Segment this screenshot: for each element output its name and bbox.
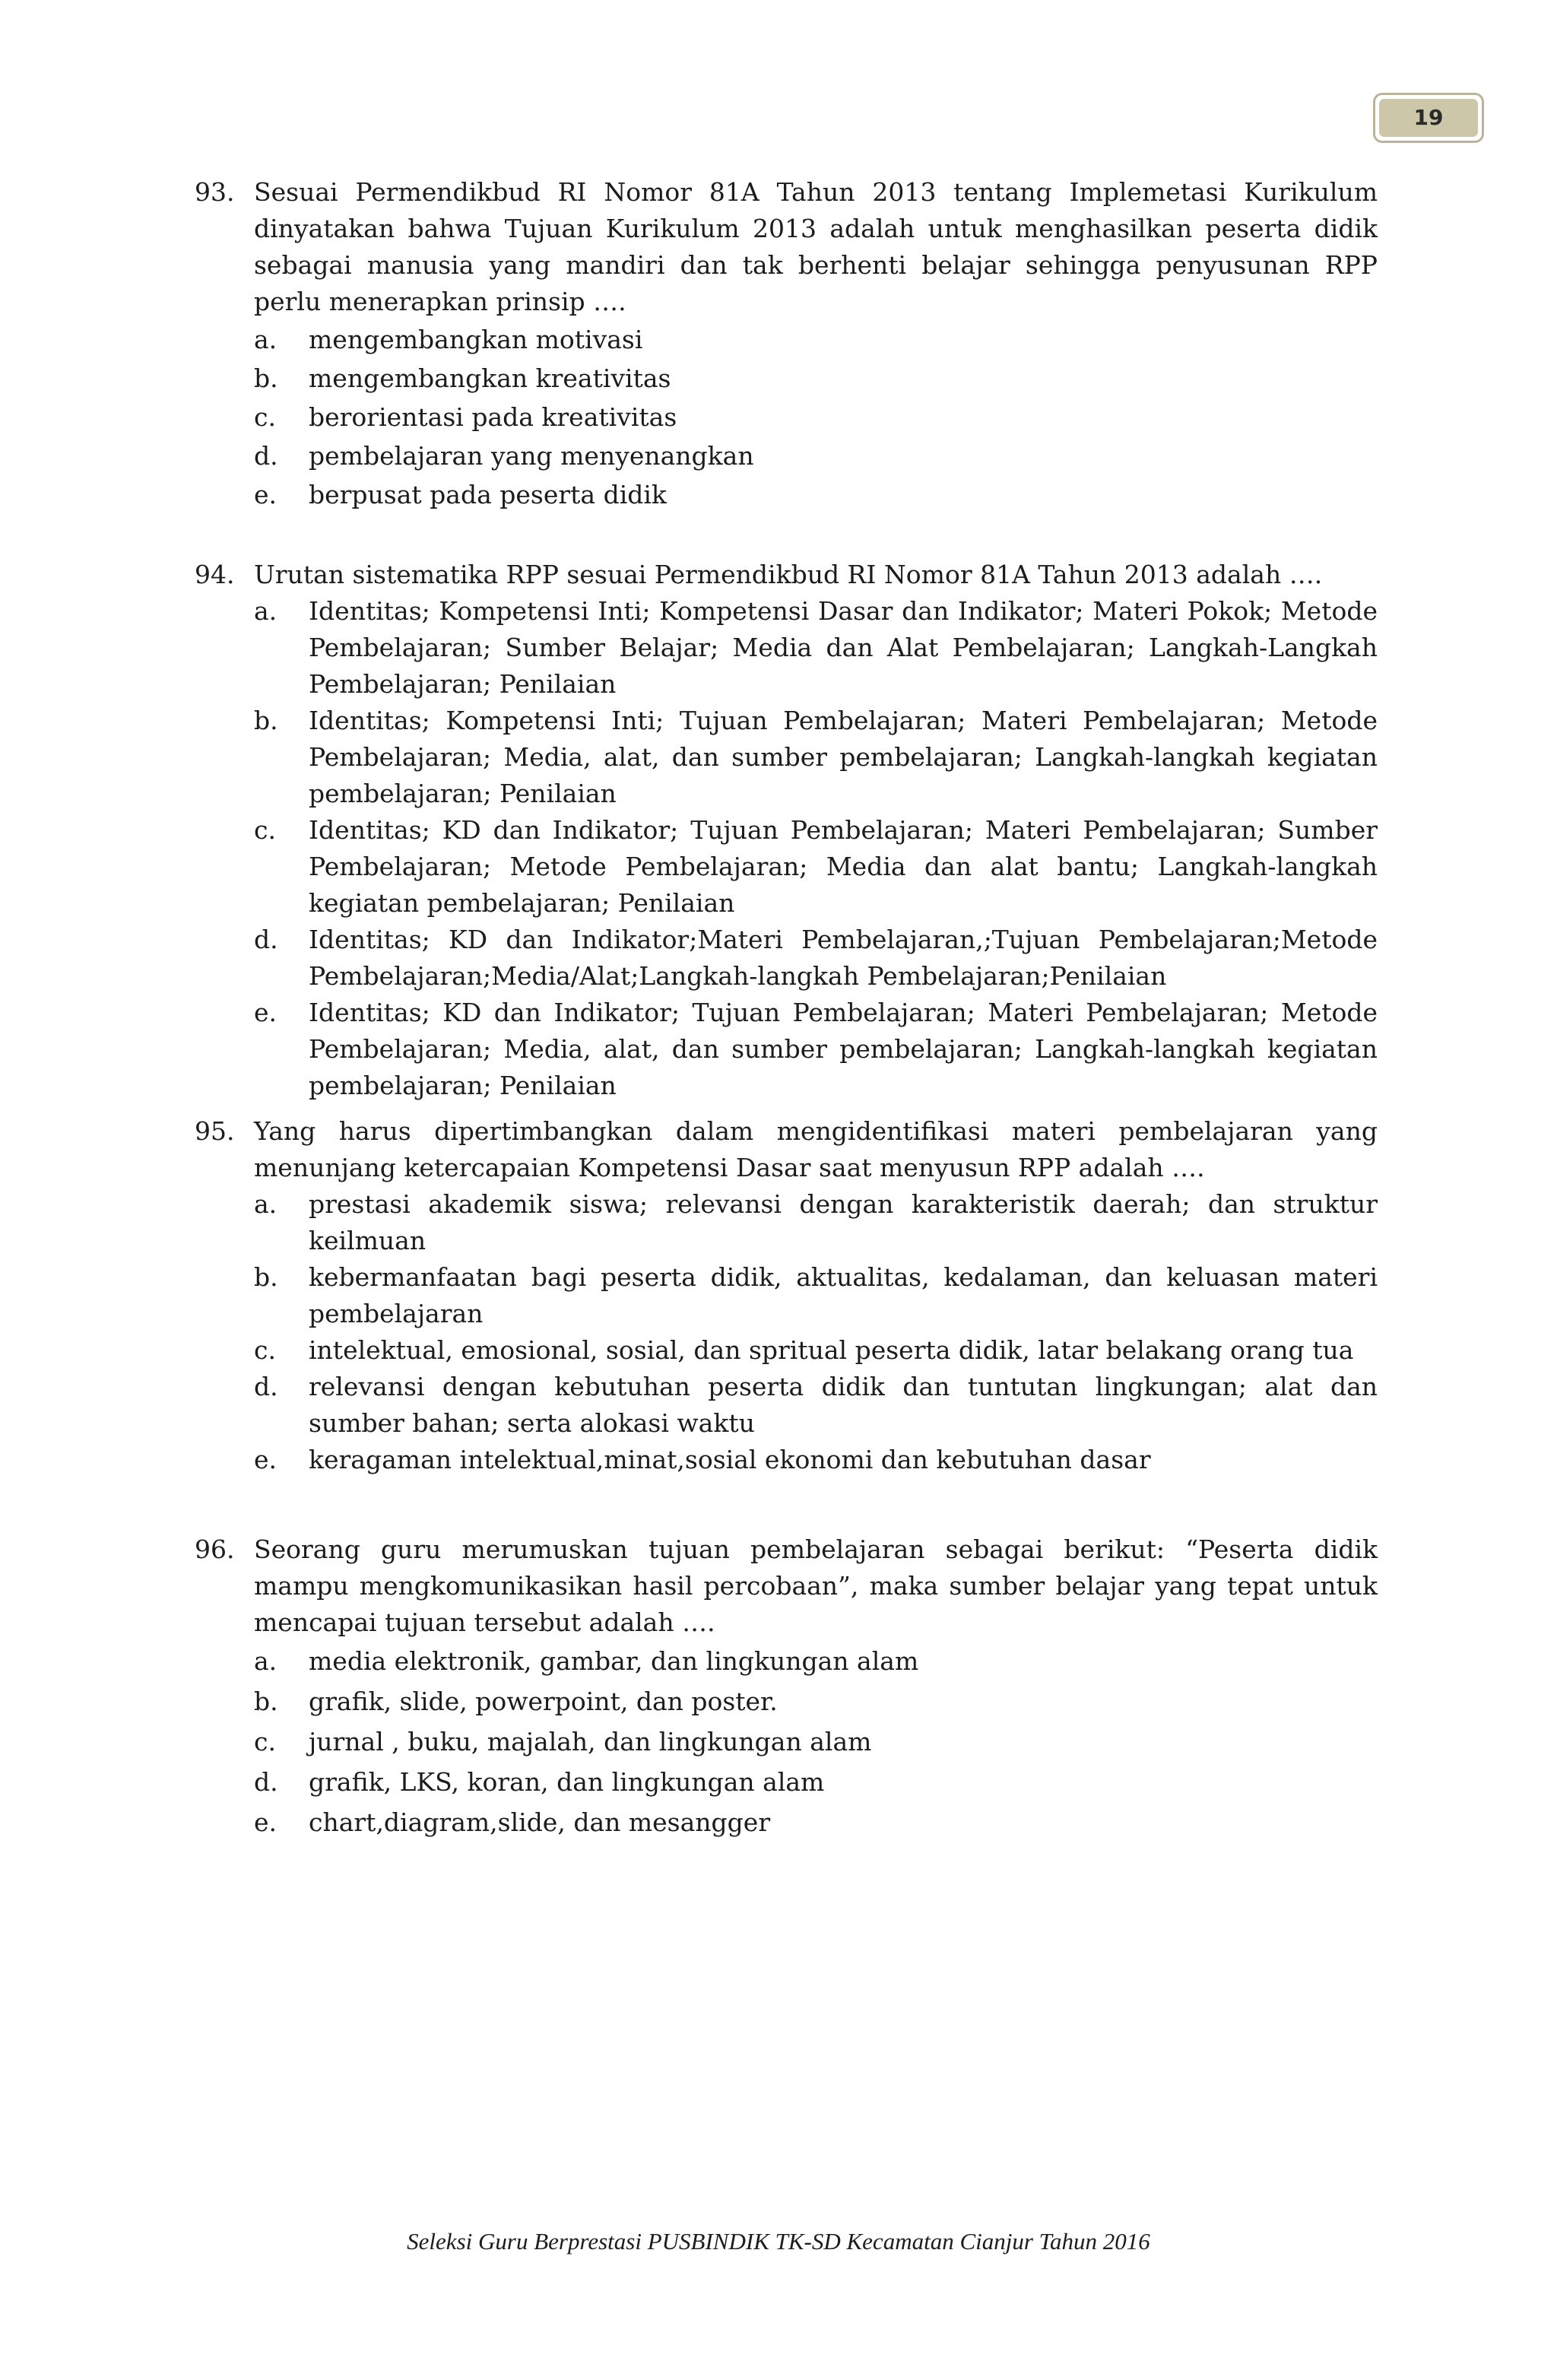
- option-letter: e.: [254, 1445, 277, 1474]
- option-c: [254, 1332, 1378, 1369]
- option-text: pembelajaran yang menyenangkan: [309, 441, 754, 471]
- option-e: [254, 475, 1378, 514]
- option-c: [254, 812, 1378, 922]
- option-text: intelektual, emosional, sosial, dan spritual peserta didik, latar belakang orang tua: [309, 1335, 1354, 1365]
- option-letter: c.: [254, 1727, 276, 1756]
- option-a: [254, 320, 1378, 359]
- question-number: 93.: [195, 177, 235, 207]
- option-text: grafik, LKS, koran, dan lingkungan alam: [309, 1767, 825, 1797]
- options-list: [254, 1186, 1378, 1478]
- option-text: chart,diagram,slide, dan mesangger: [309, 1807, 771, 1837]
- question-93: [195, 174, 1378, 514]
- option-d: [254, 1762, 1378, 1802]
- option-text: jurnal , buku, majalah, dan lingkungan alam: [309, 1727, 872, 1756]
- option-letter: d.: [254, 1372, 278, 1401]
- option-letter: b.: [254, 1687, 278, 1716]
- option-letter: b.: [254, 1262, 278, 1292]
- option-b: [254, 359, 1378, 398]
- option-text: mengembangkan kreativitas: [309, 363, 671, 393]
- option-letter: d.: [254, 441, 278, 471]
- option-letter: a.: [254, 1646, 277, 1676]
- options-list: [254, 320, 1378, 514]
- option-d: [254, 1369, 1378, 1442]
- option-text: Identitas; KD dan Indikator; Tujuan Pembelajaran; Materi Pembelajaran; Metode Pembelajaran; Media, alat, dan sumber pembelajaran; Langkah-langkah kegiatan pembelajaran; Penilaian: [309, 998, 1378, 1100]
- option-a: [254, 593, 1378, 703]
- page-footer: Seleksi Guru Berprestasi PUSBINDIK TK-SD Kecamatan Cianjur Tahun 2016: [407, 2228, 1150, 2255]
- option-text: Identitas; KD dan Indikator; Tujuan Pembelajaran; Materi Pembelajaran; Sumber Pembelajaran; Metode Pembelajaran; Media dan alat bantu; Langkah-langkah kegiatan pembelajaran; Penilaian: [309, 815, 1378, 918]
- option-text: grafik, slide, powerpoint, dan poster.: [309, 1687, 778, 1716]
- option-a: [254, 1641, 1378, 1681]
- option-letter: e.: [254, 1807, 277, 1837]
- question-text: Sesuai Permendikbud RI Nomor 81A Tahun 2013 tentang Implemetasi Kurikulum dinyatakan bahwa Tujuan Kurikulum 2013 adalah untuk menghasilkan peserta didik sebagai manusia yang mandiri dan tak berhenti belajar sehingga penyusunan RPP perlu menerapkan prinsip ….: [254, 177, 1378, 316]
- option-text: prestasi akademik siswa; relevansi dengan karakteristik daerah; dan struktur keilmuan: [309, 1189, 1378, 1255]
- option-text: keragaman intelektual,minat,sosial ekonomi dan kebutuhan dasar: [309, 1445, 1151, 1474]
- option-letter: a.: [254, 1189, 277, 1219]
- option-letter: b.: [254, 363, 278, 393]
- question-number: 95.: [195, 1116, 235, 1146]
- option-text: Identitas; KD dan Indikator;Materi Pembelajaran,;Tujuan Pembelajaran;Metode Pembelajaran;Media/Alat;Langkah-langkah Pembelajaran;Penilaian: [309, 925, 1378, 991]
- option-text: mengembangkan motivasi: [309, 325, 643, 354]
- option-e: [254, 1442, 1378, 1478]
- question-number: 96.: [195, 1534, 235, 1564]
- option-e: [254, 1802, 1378, 1842]
- option-c: [254, 1722, 1378, 1762]
- question-text: Yang harus dipertimbangkan dalam mengidentifikasi materi pembelajaran yang menunjang ketercapaian Kompetensi Dasar saat menyusun RPP adalah ….: [254, 1116, 1378, 1182]
- question-number: 94.: [195, 560, 235, 589]
- option-letter: c.: [254, 815, 276, 845]
- option-letter: b.: [254, 706, 278, 735]
- page-number-badge: [1373, 93, 1484, 143]
- option-text: Identitas; Kompetensi Inti; Tujuan Pembelajaran; Materi Pembelajaran; Metode Pembelajaran; Media, alat, dan sumber pembelajaran; Langkah-langkah kegiatan pembelajaran; Penilaian: [309, 706, 1378, 808]
- options-list: [254, 1641, 1378, 1842]
- option-d: [254, 922, 1378, 995]
- option-letter: a.: [254, 325, 277, 354]
- options-list: [254, 593, 1378, 1104]
- page-number: 19: [1379, 99, 1478, 137]
- option-text: berorientasi pada kreativitas: [309, 402, 677, 432]
- question-96: [195, 1531, 1378, 1842]
- option-c: [254, 398, 1378, 436]
- option-b: [254, 1681, 1378, 1722]
- option-text: media elektronik, gambar, dan lingkungan alam: [309, 1646, 919, 1676]
- question-list: [195, 174, 1378, 1842]
- option-text: berpusat pada peserta didik: [309, 480, 667, 509]
- option-text: relevansi dengan kebutuhan peserta didik dan tuntutan lingkungan; alat dan sumber bahan; serta alokasi waktu: [309, 1372, 1378, 1438]
- option-letter: d.: [254, 925, 278, 954]
- option-letter: d.: [254, 1767, 278, 1797]
- option-d: [254, 436, 1378, 475]
- option-letter: e.: [254, 480, 277, 509]
- option-letter: c.: [254, 1335, 276, 1365]
- option-text: kebermanfaatan bagi peserta didik, aktualitas, kedalaman, dan keluasan materi pembelajaran: [309, 1262, 1378, 1328]
- option-letter: a.: [254, 596, 277, 626]
- option-b: [254, 703, 1378, 812]
- question-text: Seorang guru merumuskan tujuan pembelajaran sebagai berikut: “Peserta didik mampu mengkomunikasikan hasil percobaan”, maka sumber belajar yang tepat untuk mencapai tujuan tersebut adalah ….: [254, 1534, 1378, 1637]
- question-text: Urutan sistematika RPP sesuai Permendikbud RI Nomor 81A Tahun 2013 adalah ….: [254, 560, 1323, 589]
- option-letter: e.: [254, 998, 277, 1027]
- option-a: [254, 1186, 1378, 1259]
- option-letter: c.: [254, 402, 276, 432]
- question-95: [195, 1113, 1378, 1478]
- option-text: Identitas; Kompetensi Inti; Kompetensi Dasar dan Indikator; Materi Pokok; Metode Pembelajaran; Sumber Belajar; Media dan Alat Pembelajaran; Langkah-Langkah Pembelajaran; Penilaian: [309, 596, 1378, 699]
- option-e: [254, 995, 1378, 1104]
- option-b: [254, 1259, 1378, 1332]
- question-94: [195, 557, 1378, 1104]
